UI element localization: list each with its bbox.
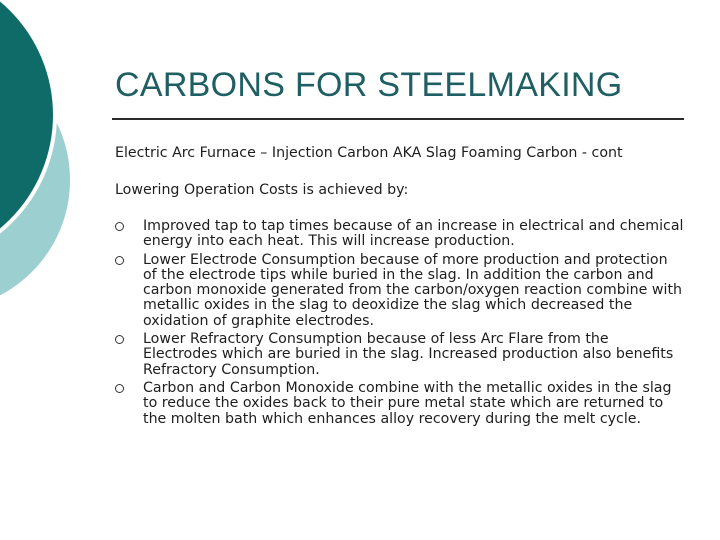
decorative-circles — [0, 0, 120, 300]
bullet-text: Lower Refractory Consumption because of less Arc Flare from the Electrodes which are buried in the slag. Increased production also benefits Refractory Consumption. — [143, 331, 674, 378]
bullet-text: Improved tap to tap times because of an increase in electrical and chemical energy into each heat. This will increase production. — [143, 218, 684, 250]
bullet-text: Carbon and Carbon Monoxide combine with the metallic oxides in the slag to reduce the oxides back to their pure metal state which are returned to the molten bath which enhances alloy recovery during the melt cycle. — [143, 379, 672, 427]
slide-body — [115, 145, 685, 430]
bullet-text: Lower Electrode Consumption because of more production and protection of the electrode tips while buried in the slag. In addition the carbon and carbon monoxide generated from the carbon/oxygen reaction combine with metallic oxides in the slag to deoxidize the slag which decreased the oxidation of graphite electrodes. — [143, 251, 683, 329]
hollow-circle-bullet-icon — [115, 335, 124, 344]
bullet-item — [115, 219, 685, 250]
bullet-list — [115, 219, 685, 427]
slide-title: CARBONS FOR STEELMAKING — [115, 66, 623, 104]
bullet-item — [115, 253, 685, 329]
hollow-circle-bullet-icon — [115, 222, 124, 231]
intro-line: Lowering Operation Costs is achieved by: — [115, 182, 409, 198]
bullet-item — [115, 381, 685, 427]
hollow-circle-bullet-icon — [115, 384, 124, 393]
hollow-circle-bullet-icon — [115, 256, 124, 265]
title-divider — [112, 118, 684, 120]
bullet-item — [115, 332, 685, 378]
subtitle-line: Electric Arc Furnace – Injection Carbon AKA Slag Foaming Carbon - cont — [115, 145, 623, 161]
